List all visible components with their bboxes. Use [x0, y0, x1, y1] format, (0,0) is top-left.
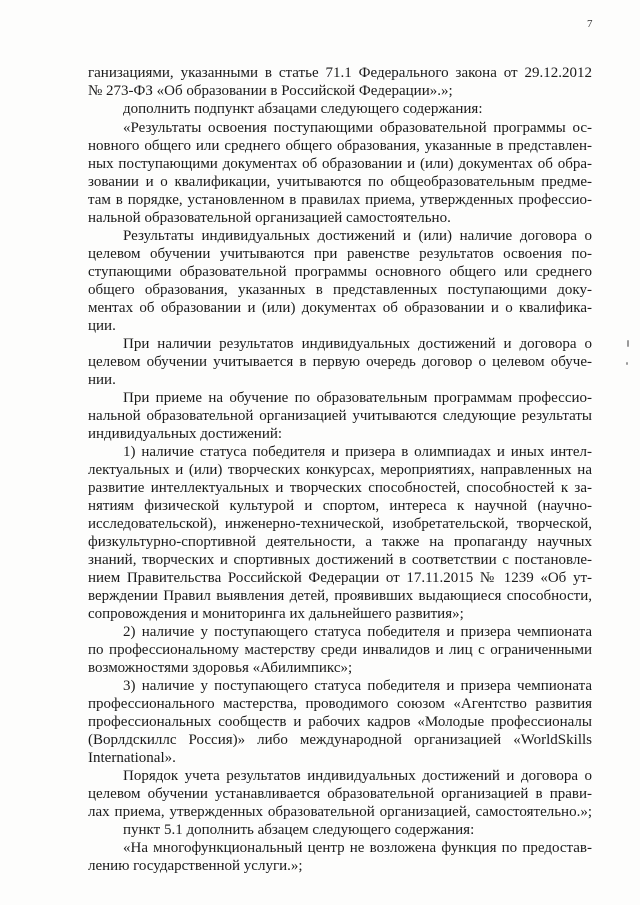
text-line: верждении Правил выявления детей, проявивших выдающиеся способности,: [88, 588, 592, 604]
scan-mark: [627, 340, 629, 347]
text-line: пункт 5.1 дополнить абзацем следующего содержания:: [123, 822, 475, 838]
text-line: нальной образовательной организацией учитываются следующие результаты: [88, 408, 592, 424]
text-line: 3) наличие у поступающего статуса победителя и призера чемпионата: [123, 678, 592, 694]
text-line: ментах об образовании и (или) документах об образовании и о квалифика-: [88, 300, 592, 316]
text-line: профессиональных сообществ и рабочих кадров «Молодые профессионалы: [88, 714, 592, 730]
text-line: возможностями здоровья «Абилимпикс»;: [88, 660, 353, 676]
text-line: общего образования, указанных в представленных поступающими доку-: [88, 282, 592, 298]
text-line: сопровождения и мониторинга их дальнейшего развития»;: [88, 606, 464, 622]
text-line: Порядок учета результатов индивидуальных достижений и договора о: [123, 768, 592, 784]
text-line: целевом обучении устанавливается образовательной организацией в прави-: [88, 786, 592, 802]
text-line: Результаты индивидуальных достижений и (или) наличие договора о: [123, 228, 592, 244]
text-line: исследовательской), инженерно-технической, изобретательской, творческой,: [88, 516, 592, 532]
text-line: 2) наличие у поступающего статуса победителя и призера чемпионата: [123, 624, 592, 640]
text-line: лах приема, утвержденных образовательной организацией, самостоятельно.»;: [88, 804, 592, 820]
text-line: «Результаты освоения поступающими образовательной программы ос-: [123, 120, 592, 136]
text-line: лектуальных и (или) творческих конкурсах, мероприятиях, направленных на: [88, 462, 592, 478]
text-line: индивидуальных достижений:: [88, 426, 283, 442]
text-line: знаний, творческих и спортивных достижений в соответствии с постановле-: [88, 552, 592, 568]
text-line: целевом обучении учитывается в первую очередь договор о целевом обуче-: [88, 354, 592, 370]
text-line: физкультурно-спортивной деятельности, а также на пропаганду научных: [88, 534, 592, 550]
text-line: целевом обучении учитываются при равенстве результатов освоения по-: [88, 246, 592, 262]
scan-mark: [626, 362, 628, 365]
text-line: № 273-ФЗ «Об образовании в Российской Федерации».»;: [88, 83, 453, 99]
text-line: дополнить подпункт абзацами следующего содержания:: [123, 101, 483, 117]
text-line: профессионального мастерства, проводимого союзом «Агентство развития: [88, 696, 592, 712]
text-line: При приеме на обучение по образовательным программам профессио-: [123, 390, 592, 406]
text-line: новного общего или среднего общего образования, указанные в представлен-: [88, 138, 592, 154]
text-line: 1) наличие статуса победителя и призера в олимпиадах и иных интел-: [123, 444, 592, 460]
text-line: нием Правительства Российской Федерации от 17.11.2015 № 1239 «Об ут-: [88, 570, 592, 586]
text-line: там в порядке, установленном в правилах приема, утвержденных профессио-: [88, 192, 592, 208]
text-line: нии.: [88, 372, 116, 388]
text-line: нятиям физической культурой и спортом, интереса к научной (научно-: [88, 498, 592, 514]
text-line: При наличии результатов индивидуальных достижений и договора о: [123, 336, 592, 352]
text-line: ступающими образовательной программы основного общего или среднего: [88, 264, 592, 280]
text-line: нальной образовательной организацией самостоятельно.: [88, 210, 451, 226]
text-line: ных поступающими документах об образовании и (или) документах об обра-: [88, 156, 592, 172]
text-line: по профессиональному мастерству среди инвалидов и лиц с ограниченными: [88, 642, 592, 658]
text-line: развитие интеллектуальных и творческих способностей, способностей к за-: [88, 480, 592, 496]
page-number: 7: [587, 18, 593, 30]
text-line: «На многофункциональный центр не возложена функция по предостав-: [123, 840, 592, 856]
text-line: ции.: [88, 318, 116, 334]
text-line: International».: [88, 750, 176, 766]
text-line: (Ворлдскиллс Россия)» либо международной организацией «WorldSkills: [88, 732, 592, 748]
text-line: лению государственной услуги.»;: [88, 858, 303, 874]
text-line: ганизациями, указанными в статье 71.1 Федерального закона от 29.12.2012: [88, 65, 592, 81]
text-line: зовании и о квалификации, учитываются по общеобразовательным предме-: [88, 174, 592, 190]
